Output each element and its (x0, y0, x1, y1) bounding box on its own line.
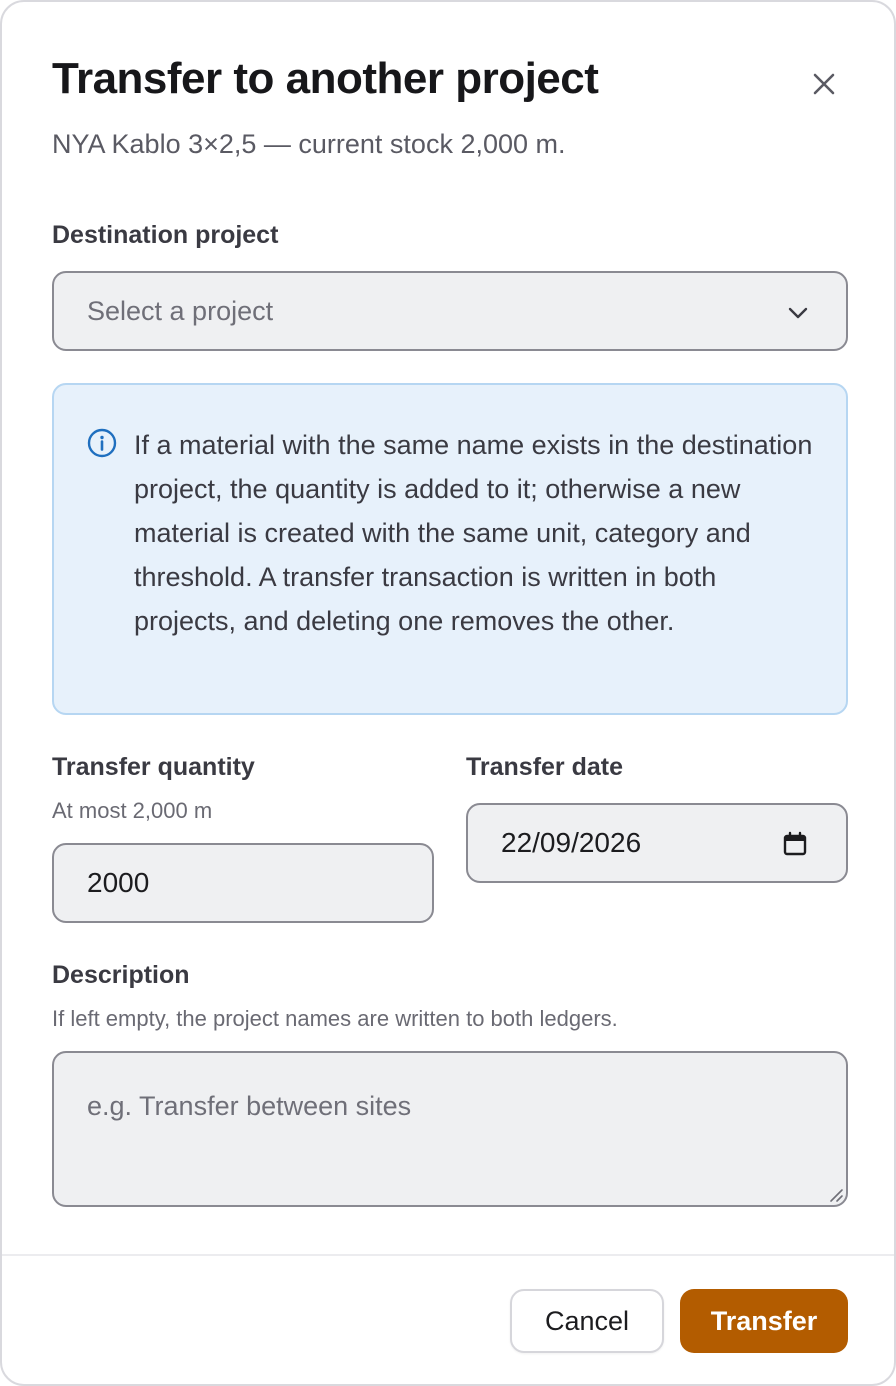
info-text: If a material with the same name exists in the destination project, the quantity is added to it; otherwise a new material is created with the same unit, category and threshold. A transfer transaction is written in both projects, and deleting one removes the other. (134, 430, 813, 636)
description-hint: If left empty, the project names are written to both ledgers. (52, 1006, 618, 1031)
transfer-button[interactable]: Transfer (680, 1289, 848, 1353)
chevron-down-icon (786, 301, 810, 325)
destination-project-label: Destination project (52, 221, 279, 249)
calendar-icon[interactable] (782, 831, 808, 857)
dialog-subtitle: NYA Kablo 3×2,5 — current stock 2,000 m. (52, 129, 566, 159)
resize-grip-icon[interactable] (826, 1185, 844, 1203)
close-icon (812, 72, 836, 96)
transfer-quantity-label: Transfer quantity (52, 753, 255, 781)
description-textarea[interactable] (52, 1051, 848, 1207)
transfer-quantity-input[interactable] (52, 843, 434, 923)
cancel-button[interactable]: Cancel (510, 1289, 664, 1353)
transfer-quantity-hint: At most 2,000 m (52, 798, 213, 823)
transfer-date-label: Transfer date (466, 753, 624, 781)
description-placeholder: e.g. Transfer between sites (87, 1091, 412, 1121)
destination-project-select[interactable] (52, 271, 848, 351)
transfer-date-input[interactable] (466, 803, 848, 883)
destination-project-placeholder: Select a project (87, 295, 274, 326)
info-icon (86, 427, 118, 459)
description-label: Description (52, 961, 190, 989)
transfer-date-value: 22/09/2026 (501, 827, 642, 858)
close-button[interactable] (800, 60, 848, 108)
footer-divider (2, 1254, 896, 1256)
transfer-info-alert (52, 383, 848, 715)
dialog-title: Transfer to another project (52, 54, 599, 103)
transfer-quantity-value: 2000 (87, 867, 150, 898)
